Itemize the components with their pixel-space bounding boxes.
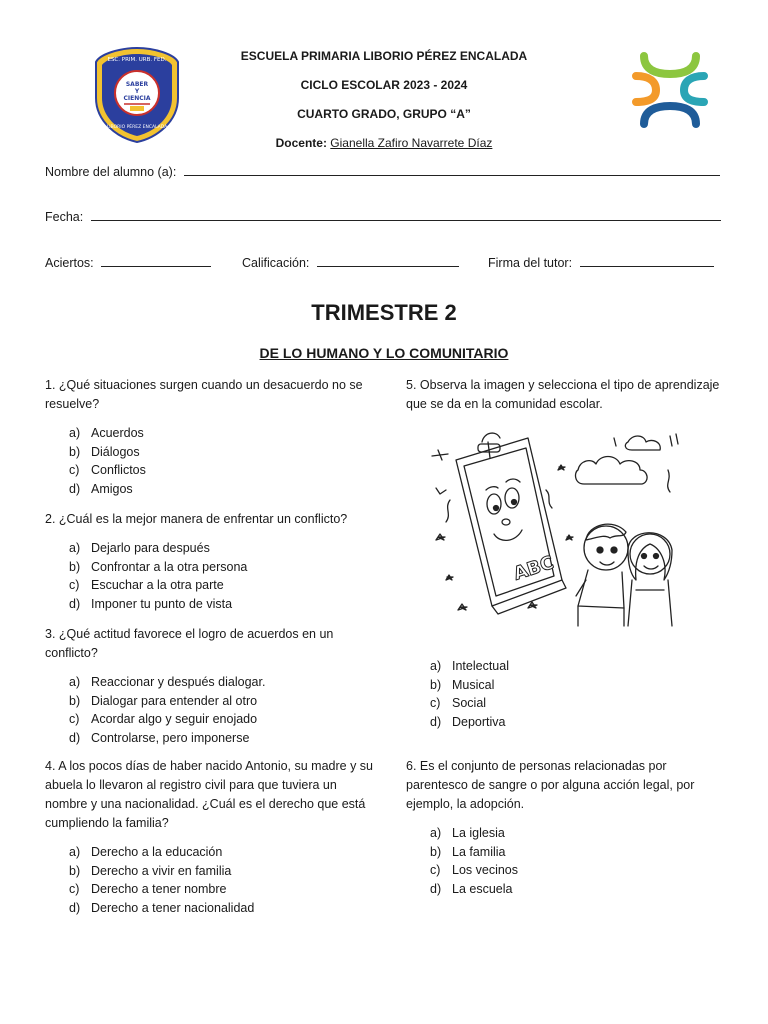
student-name-field[interactable] <box>45 164 720 179</box>
option-a[interactable]: a) La iglesia <box>430 826 505 840</box>
student-name-line[interactable] <box>184 164 720 176</box>
option-d[interactable]: d) Deportiva <box>430 714 506 729</box>
hits-line[interactable] <box>101 255 211 267</box>
school-grade: CUARTO GRADO, GRUPO “A” <box>297 107 471 121</box>
question-6 <box>406 757 731 898</box>
school-logo <box>94 46 180 144</box>
question-4 <box>45 757 375 917</box>
school-cycle: CICLO ESCOLAR 2023 - 2024 <box>300 78 468 92</box>
option-a[interactable]: a) Intelectual <box>430 659 509 673</box>
school-name: ESCUELA PRIMARIA LIBORIO PÉREZ ENCALADA <box>240 49 528 63</box>
tutor-signature-field[interactable] <box>488 255 714 270</box>
tutor-signature-label: Firma del tutor: <box>488 256 573 270</box>
tutor-signature-line[interactable] <box>580 255 714 267</box>
option-a[interactable]: a) Derecho a la educación <box>69 845 223 859</box>
question-text: 4. A los pocos días de haber nacido Antonio, su madre y su abuela lo llevaron al registro civil para que tuviera un nombre y una nacionalidad. ¿Cuál es el derecho que está cumpliendo la familia? <box>45 759 373 830</box>
document-header <box>0 0 768 160</box>
question-2 <box>45 510 375 613</box>
option-c[interactable]: c) Derecho a tener nombre <box>69 882 227 897</box>
grade-label: Calificación: <box>242 256 310 270</box>
option-c[interactable]: c) Social <box>430 696 487 711</box>
option-b[interactable]: b) Musical <box>430 677 495 692</box>
option-b[interactable]: b) La familia <box>430 844 506 859</box>
option-b[interactable]: b) Derecho a vivir en familia <box>69 863 232 878</box>
teacher-name: Gianella Zafiro Navarrete Díaz <box>330 136 493 150</box>
logo-center-text-2: Y <box>134 88 140 95</box>
hits-label: Aciertos: <box>45 256 94 270</box>
logo-center-text-1: SABER <box>125 81 149 88</box>
exam-subtitle: DE LO HUMANO Y LO COMUNITARIO <box>259 345 509 361</box>
sep-logo <box>630 48 710 130</box>
question-1 <box>45 376 375 498</box>
option-a[interactable]: a) Reaccionar y después dialogar. <box>69 675 266 689</box>
exam-title: TRIMESTRE 2 <box>311 300 457 325</box>
option-d[interactable]: d) La escuela <box>430 881 513 896</box>
option-d[interactable]: d) Derecho a tener nacionalidad <box>69 900 255 915</box>
option-c[interactable]: c) Escuchar a la otra parte <box>69 578 224 593</box>
question-5 <box>406 376 731 424</box>
option-b[interactable]: b) Dialogar para entender al otro <box>69 693 258 708</box>
abc-letters: ABC <box>511 552 557 585</box>
options-list <box>69 843 375 917</box>
option-c[interactable]: c) Acordar algo y seguir enojado <box>69 712 258 727</box>
option-c[interactable]: c) Conflictos <box>69 463 146 478</box>
option-d[interactable]: d) Imponer tu punto de vista <box>69 596 233 611</box>
options-list <box>430 657 731 731</box>
question-5-options <box>406 657 731 731</box>
teacher-label: Docente: <box>275 136 327 150</box>
logo-bottom-text: LIBORIO PÉREZ ENCALADA <box>106 125 168 130</box>
question-text: 6. Es el conjunto de personas relacionadas por parentesco de sangre o por alguna acción legal, por ejemplo, la adopción. <box>406 759 695 811</box>
option-a[interactable]: a) Dejarlo para después <box>69 541 210 555</box>
student-name-label: Nombre del alumno (a): <box>45 165 177 179</box>
date-label: Fecha: <box>45 210 84 224</box>
options-list <box>69 673 375 747</box>
teacher-line <box>180 135 588 164</box>
school-book-illustration <box>428 430 684 630</box>
date-field[interactable] <box>45 209 721 224</box>
option-c[interactable]: c) Los vecinos <box>430 863 519 878</box>
option-b[interactable]: b) Diálogos <box>69 444 140 459</box>
question-text: 5. Observa la imagen y selecciona el tipo de aprendizaje que se da en la comunidad escolar. <box>406 378 720 411</box>
option-b[interactable]: b) Confrontar a la otra persona <box>69 559 248 574</box>
option-d[interactable]: d) Amigos <box>69 481 133 496</box>
question-3 <box>45 625 375 747</box>
option-a[interactable]: a) Acuerdos <box>69 426 144 440</box>
date-line[interactable] <box>91 209 721 221</box>
options-list <box>430 824 731 898</box>
logo-center-text-3: CIENCIA <box>123 95 151 102</box>
hits-field[interactable] <box>45 255 211 270</box>
options-list <box>69 539 375 613</box>
options-list <box>69 424 375 498</box>
grade-field[interactable] <box>242 255 459 270</box>
grade-line[interactable] <box>317 255 459 267</box>
question-text: 1. ¿Qué situaciones surgen cuando un desacuerdo no se resuelve? <box>45 378 363 411</box>
school-info <box>180 48 588 164</box>
question-text: 3. ¿Qué actitud favorece el logro de acuerdos en un conflicto? <box>45 627 334 660</box>
logo-top-text: ESC. PRIM. URB. FED. <box>107 57 167 63</box>
question-text: 2. ¿Cuál es la mejor manera de enfrentar un conflicto? <box>45 512 348 526</box>
option-d[interactable]: d) Controlarse, pero imponerse <box>69 730 250 745</box>
